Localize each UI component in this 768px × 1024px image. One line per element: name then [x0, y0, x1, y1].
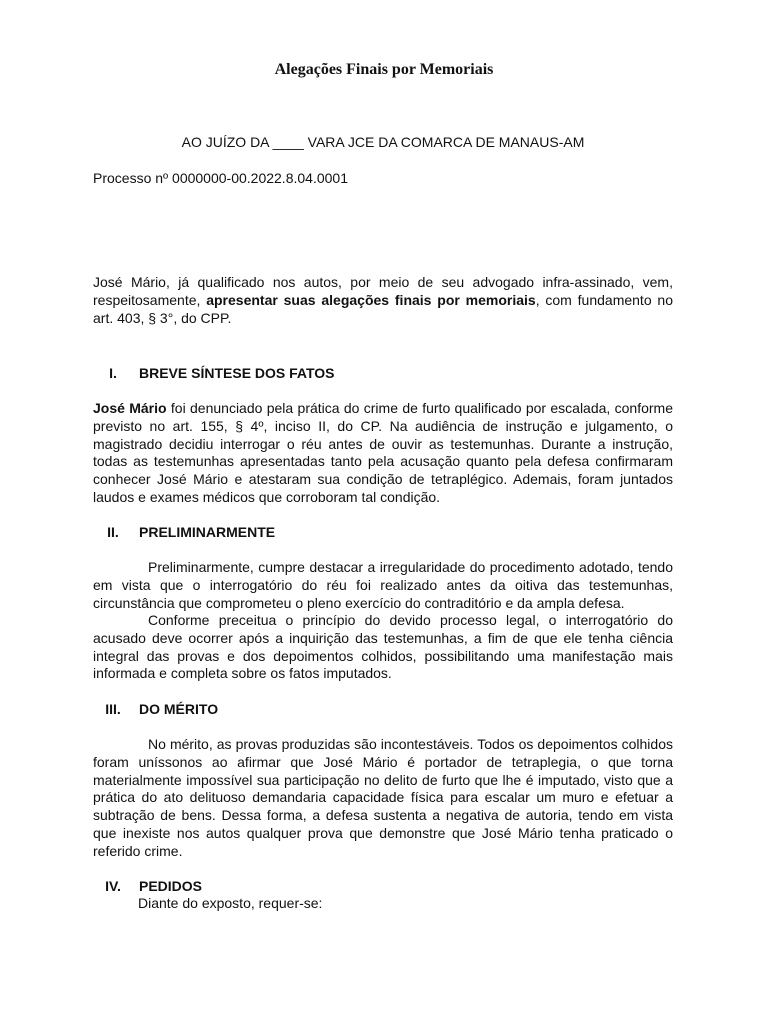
section-number: I. [109, 365, 117, 381]
intro-paragraph [93, 274, 673, 327]
section-title: BREVE SÍNTESE DOS FATOS [139, 365, 335, 381]
addressee-line: AO JUÍZO DA ____ VARA JCE DA COMARCA DE MANAUS-AM [181, 134, 585, 150]
requests-intro: Diante do exposto, requer-se: [138, 895, 323, 911]
section-title: PRELIMINARMENTE [139, 524, 276, 540]
section-title: DO MÉRITO [139, 701, 219, 717]
document-title: Alegações Finais por Memoriais [274, 61, 494, 78]
section-number: IV. [105, 878, 121, 894]
facts-bold-name: José Mário [93, 400, 167, 416]
intro-text-start: José Mário, já qualificado nos autos, por meio de seu advogado infra-assinado, vem, respeitosamente, [93, 274, 673, 308]
merit-paragraph: No mérito, as provas produzidas são incontestáveis. Todos os depoimentos colhidos foram uníssonos ao afirmar que José Mário é portador de tetraplegia, o que torna materialmente impossível sua participação no delito de furto que lhe é imputado, visto que a prática do ato delituoso demandaria capacidade física para escalar um muro e efetuar a subtração de bens. Dessa forma, a defesa sustenta a negativa de autoria, tendo em vista que inexiste nos autos qualquer prova que demonstre que José Mário tenha praticado o referido crime. [93, 736, 673, 859]
process-number: Processo nº 0000000-00.2022.8.04.0001 [93, 170, 348, 186]
facts-paragraph [93, 400, 673, 507]
section-title: PEDIDOS [139, 878, 203, 894]
section-number: II. [107, 524, 119, 540]
section-number: III. [105, 701, 121, 717]
facts-text: foi denunciado pela prática do crime de furto qualificado por escalada, conforme previsto no art. 155, § 4º, inciso II, do CP. Na audiência de instrução e julgamento, o magistrado decidiu interrogar o réu antes de ouvir as testemunhas. Durante a instrução, todas as testemunhas apresentadas tanto pela acusação quanto pela defesa confirmaram conhecer José Mário e atestaram sua condição de tetraplégico. Ademais, foram juntados laudos e exames médicos que corroboram tal condição. [93, 400, 673, 505]
intro-bold-request: apresentar suas alegações finais por memoriais [206, 291, 536, 308]
preliminary-paragraph-1: Preliminarmente, cumpre destacar a irregularidade do procedimento adotado, tendo em vista que o interrogatório do réu foi realizado antes da oitiva das testemunhas, circunstância que comprometeu o pleno exercício do contraditório e da ampla defesa. [93, 559, 673, 611]
intro-text-end: , com fundamento no art. 403, § 3°, do CPP. [93, 291, 673, 326]
preliminary-paragraph-2: Conforme preceitua o princípio do devido processo legal, o interrogatório do acusado deve ocorrer após a inquirição das testemunhas, a fim de que ele tenha ciência integral das provas e dos depoimentos colhidos, possibilitando uma manifestação mais informada e completa sobre os fatos imputados. [93, 612, 673, 682]
